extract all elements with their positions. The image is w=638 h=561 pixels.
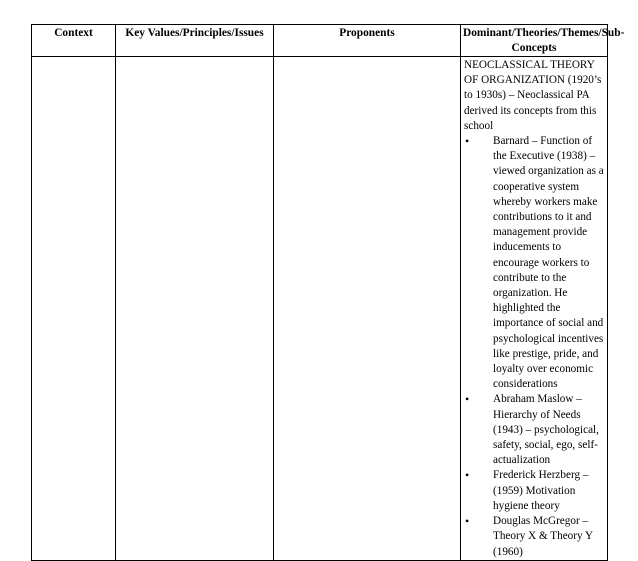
- header-row: [32, 25, 608, 57]
- list-item: • Frederick Herzberg – (1959) Motivation hygiene theory: [464, 468, 605, 514]
- table-row: [32, 57, 608, 561]
- list-item: • Abraham Maslow – Hierarchy of Needs (1943) – psychological, safety, social, ego, self-actualization: [464, 392, 605, 468]
- cell-key-values: [116, 57, 274, 561]
- header-context: Context: [32, 25, 116, 57]
- theory-bullet-list: [464, 134, 605, 560]
- header-key-values: Key Values/Principles/Issues: [116, 25, 274, 57]
- cell-proponents: [274, 57, 461, 561]
- theory-intro-text: NEOCLASSICAL THEORY OF ORGANIZATION (1920’s to 1930s) – Neoclassical PA derived its concepts from this school: [464, 59, 602, 132]
- concept-table: [31, 24, 625, 561]
- header-theories: Dominant/Theories/Themes/Sub-Concepts: [461, 25, 608, 57]
- cell-context: [32, 57, 116, 561]
- cell-theories: [461, 57, 608, 561]
- list-item: • Douglas McGregor – Theory X & Theory Y (1960): [464, 514, 605, 560]
- header-proponents: Proponents: [274, 25, 461, 57]
- list-item: • Barnard – Function of the Executive (1938) – viewed organization as a cooperative system whereby workers make contributions to it and management provide inducements to encourage workers to contribute to the organization. He highlighted the importance of social and psychological incentives like prestige, pride, and loyalty over economic considerations: [464, 134, 605, 392]
